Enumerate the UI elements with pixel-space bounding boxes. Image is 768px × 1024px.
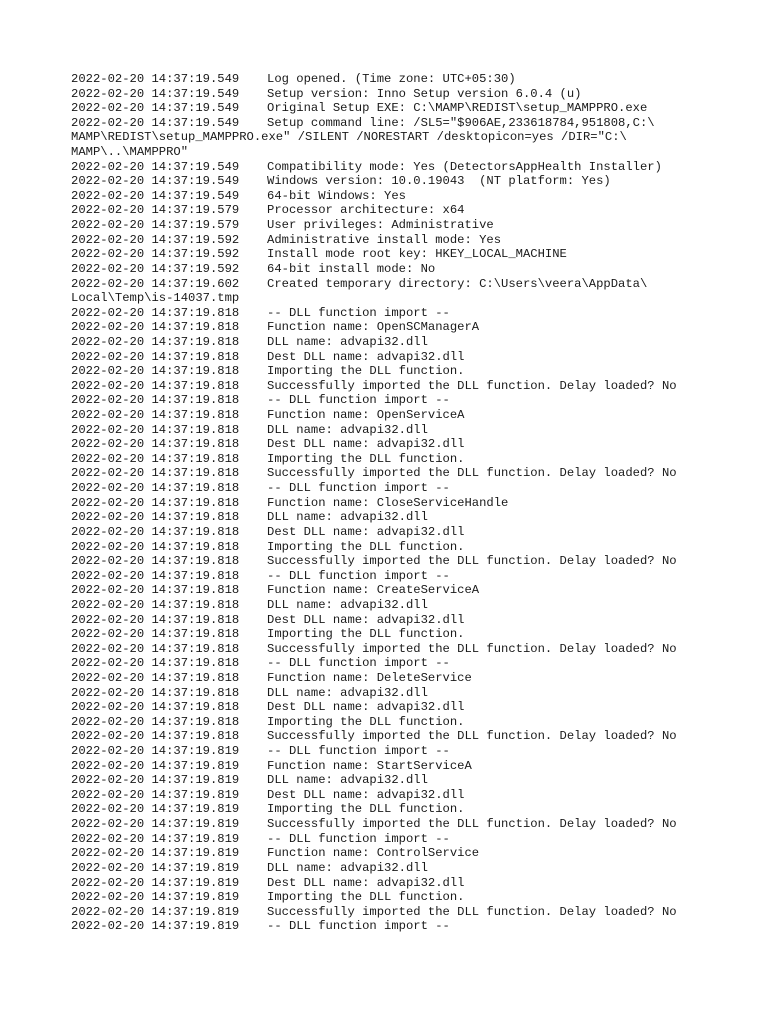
log-timestamp: 2022-02-20 14:37:19.549 [71, 188, 240, 203]
log-timestamp: 2022-02-20 14:37:19.818 [71, 422, 240, 437]
log-line [71, 116, 731, 131]
log-timestamp: 2022-02-20 14:37:19.592 [71, 261, 240, 276]
log-message: Dest DLL name: advapi32.dll [267, 700, 465, 715]
log-timestamp: 2022-02-20 14:37:19.818 [71, 568, 240, 583]
log-line [71, 510, 731, 525]
log-line [71, 233, 731, 248]
log-message: Successfully imported the DLL function. Delay loaded? No [267, 554, 677, 569]
log-line [71, 671, 731, 686]
log-line [71, 496, 731, 511]
log-message-continuation: MAMP\..\MAMPPRO" [71, 145, 189, 160]
log-message: Original Setup EXE: C:\MAMP\REDIST\setup_MAMPPRO.exe [267, 101, 648, 116]
log-line [71, 876, 731, 891]
log-message: Created temporary directory: C:\Users\veera\AppData\ [267, 276, 648, 291]
log-timestamp: 2022-02-20 14:37:19.818 [71, 656, 240, 671]
log-message: Processor architecture: x64 [267, 203, 465, 218]
log-message: Dest DLL name: advapi32.dll [267, 787, 465, 802]
log-timestamp: 2022-02-20 14:37:19.819 [71, 875, 240, 890]
log-message: Successfully imported the DLL function. Delay loaded? No [267, 904, 677, 919]
log-line [71, 408, 731, 423]
log-timestamp: 2022-02-20 14:37:19.602 [71, 276, 240, 291]
log-timestamp: 2022-02-20 14:37:19.818 [71, 510, 240, 525]
log-message: DLL name: advapi32.dll [267, 860, 428, 875]
log-line [71, 350, 731, 365]
log-message: Administrative install mode: Yes [267, 232, 502, 247]
log-line [71, 919, 731, 934]
log-timestamp: 2022-02-20 14:37:19.819 [71, 904, 240, 919]
log-timestamp: 2022-02-20 14:37:19.549 [71, 72, 240, 86]
log-line [71, 291, 731, 306]
log-text [71, 72, 731, 934]
log-line [71, 613, 731, 628]
log-message: Setup version: Inno Setup version 6.0.4 (u) [267, 86, 582, 101]
log-line [71, 759, 731, 774]
log-timestamp: 2022-02-20 14:37:19.818 [71, 466, 240, 481]
log-timestamp: 2022-02-20 14:37:19.819 [71, 744, 240, 759]
log-timestamp: 2022-02-20 14:37:19.819 [71, 919, 240, 934]
log-timestamp: 2022-02-20 14:37:19.818 [71, 437, 240, 452]
log-timestamp: 2022-02-20 14:37:19.818 [71, 612, 240, 627]
log-message: User privileges: Administrative [267, 218, 494, 233]
log-line [71, 466, 731, 481]
log-line [71, 583, 731, 598]
log-line [71, 145, 731, 160]
log-timestamp: 2022-02-20 14:37:19.819 [71, 846, 240, 861]
log-message: -- DLL function import -- [267, 656, 450, 671]
log-message: Dest DLL name: advapi32.dll [267, 612, 465, 627]
log-line [71, 554, 731, 569]
log-timestamp: 2022-02-20 14:37:19.549 [71, 159, 240, 174]
log-line [71, 320, 731, 335]
log-message: 64-bit install mode: No [267, 261, 436, 276]
log-message: Importing the DLL function. [267, 890, 465, 905]
log-line [71, 481, 731, 496]
log-timestamp: 2022-02-20 14:37:19.818 [71, 700, 240, 715]
log-timestamp: 2022-02-20 14:37:19.592 [71, 232, 240, 247]
log-line [71, 262, 731, 277]
log-message: DLL name: advapi32.dll [267, 685, 428, 700]
log-message: Importing the DLL function. [267, 451, 465, 466]
log-message: -- DLL function import -- [267, 744, 450, 759]
log-line [71, 715, 731, 730]
log-line [71, 525, 731, 540]
log-timestamp: 2022-02-20 14:37:19.818 [71, 481, 240, 496]
log-message: -- DLL function import -- [267, 919, 450, 934]
log-timestamp: 2022-02-20 14:37:19.818 [71, 378, 240, 393]
log-message: -- DLL function import -- [267, 305, 450, 320]
log-message: Importing the DLL function. [267, 364, 465, 379]
log-timestamp: 2022-02-20 14:37:19.818 [71, 495, 240, 510]
log-line [71, 832, 731, 847]
log-message: -- DLL function import -- [267, 393, 450, 408]
log-timestamp: 2022-02-20 14:37:19.818 [71, 364, 240, 379]
log-page [71, 72, 731, 934]
log-message: Function name: OpenSCManagerA [267, 320, 480, 335]
log-timestamp: 2022-02-20 14:37:19.818 [71, 539, 240, 554]
log-timestamp: 2022-02-20 14:37:19.818 [71, 451, 240, 466]
log-line [71, 598, 731, 613]
log-timestamp: 2022-02-20 14:37:19.819 [71, 802, 240, 817]
log-timestamp: 2022-02-20 14:37:19.818 [71, 408, 240, 423]
log-message: Function name: ControlService [267, 846, 480, 861]
log-timestamp: 2022-02-20 14:37:19.592 [71, 247, 240, 262]
log-line [71, 203, 731, 218]
log-timestamp: 2022-02-20 14:37:19.549 [71, 115, 240, 130]
log-message: Setup command line: /SL5="$906AE,233618784,951808,C:\ [267, 115, 655, 130]
log-message: Function name: CloseServiceHandle [267, 495, 509, 510]
log-line [71, 846, 731, 861]
log-message: Dest DLL name: advapi32.dll [267, 524, 465, 539]
log-timestamp: 2022-02-20 14:37:19.818 [71, 670, 240, 685]
log-timestamp: 2022-02-20 14:37:19.818 [71, 729, 240, 744]
log-message: Importing the DLL function. [267, 539, 465, 554]
log-line [71, 437, 731, 452]
log-line [71, 130, 731, 145]
log-message: DLL name: advapi32.dll [267, 597, 428, 612]
log-message: Dest DLL name: advapi32.dll [267, 875, 465, 890]
log-message: Dest DLL name: advapi32.dll [267, 437, 465, 452]
log-message: Install mode root key: HKEY_LOCAL_MACHINE [267, 247, 567, 262]
log-message: Successfully imported the DLL function. Delay loaded? No [267, 729, 677, 744]
log-timestamp: 2022-02-20 14:37:19.819 [71, 817, 240, 832]
log-timestamp: 2022-02-20 14:37:19.819 [71, 758, 240, 773]
log-line [71, 393, 731, 408]
log-line [71, 817, 731, 832]
log-line [71, 686, 731, 701]
log-timestamp: 2022-02-20 14:37:19.818 [71, 524, 240, 539]
log-timestamp: 2022-02-20 14:37:19.818 [71, 685, 240, 700]
log-message: -- DLL function import -- [267, 831, 450, 846]
log-timestamp: 2022-02-20 14:37:19.818 [71, 641, 240, 656]
log-message: Compatibility mode: Yes (DetectorsAppHealth Installer) [267, 159, 662, 174]
log-timestamp: 2022-02-20 14:37:19.818 [71, 554, 240, 569]
log-message: Dest DLL name: advapi32.dll [267, 349, 465, 364]
log-message: DLL name: advapi32.dll [267, 334, 428, 349]
log-message: -- DLL function import -- [267, 481, 450, 496]
log-line [71, 335, 731, 350]
log-line [71, 890, 731, 905]
log-message: Function name: StartServiceA [267, 758, 472, 773]
log-line [71, 729, 731, 744]
log-timestamp: 2022-02-20 14:37:19.579 [71, 203, 240, 218]
log-line [71, 87, 731, 102]
log-message: 64-bit Windows: Yes [267, 188, 406, 203]
log-timestamp: 2022-02-20 14:37:19.819 [71, 890, 240, 905]
log-message: Importing the DLL function. [267, 802, 465, 817]
log-timestamp: 2022-02-20 14:37:19.818 [71, 320, 240, 335]
log-line [71, 802, 731, 817]
log-line [71, 861, 731, 876]
log-timestamp: 2022-02-20 14:37:19.818 [71, 393, 240, 408]
log-message: Successfully imported the DLL function. Delay loaded? No [267, 466, 677, 481]
log-timestamp: 2022-02-20 14:37:19.549 [71, 86, 240, 101]
log-line [71, 700, 731, 715]
log-message: DLL name: advapi32.dll [267, 510, 428, 525]
log-message: Function name: CreateServiceA [267, 583, 480, 598]
log-timestamp: 2022-02-20 14:37:19.818 [71, 583, 240, 598]
log-message: -- DLL function import -- [267, 568, 450, 583]
log-line [71, 160, 731, 175]
log-timestamp: 2022-02-20 14:37:19.818 [71, 334, 240, 349]
log-timestamp: 2022-02-20 14:37:19.819 [71, 787, 240, 802]
log-message: Successfully imported the DLL function. Delay loaded? No [267, 378, 677, 393]
log-timestamp: 2022-02-20 14:37:19.818 [71, 349, 240, 364]
log-message: Importing the DLL function. [267, 627, 465, 642]
log-line [71, 744, 731, 759]
log-message: Windows version: 10.0.19043 (NT platform: Yes) [267, 174, 611, 189]
log-message: Importing the DLL function. [267, 714, 465, 729]
log-line [71, 569, 731, 584]
log-timestamp: 2022-02-20 14:37:19.549 [71, 101, 240, 116]
log-message: DLL name: advapi32.dll [267, 422, 428, 437]
log-line [71, 218, 731, 233]
log-timestamp: 2022-02-20 14:37:19.579 [71, 218, 240, 233]
log-line [71, 379, 731, 394]
log-line [71, 277, 731, 292]
log-message: Function name: DeleteService [267, 670, 472, 685]
log-line [71, 174, 731, 189]
log-line [71, 773, 731, 788]
log-message: Log opened. (Time zone: UTC+05:30) [267, 72, 516, 86]
log-timestamp: 2022-02-20 14:37:19.818 [71, 305, 240, 320]
log-timestamp: 2022-02-20 14:37:19.549 [71, 174, 240, 189]
log-timestamp: 2022-02-20 14:37:19.819 [71, 831, 240, 846]
log-message: Successfully imported the DLL function. Delay loaded? No [267, 641, 677, 656]
log-line [71, 189, 731, 204]
log-line [71, 642, 731, 657]
log-line [71, 423, 731, 438]
log-timestamp: 2022-02-20 14:37:19.818 [71, 627, 240, 642]
log-line [71, 247, 731, 262]
log-message-continuation: Local\Temp\is-14037.tmp [71, 291, 240, 306]
log-line [71, 627, 731, 642]
log-line [71, 788, 731, 803]
log-line [71, 101, 731, 116]
log-message: Function name: OpenServiceA [267, 408, 465, 423]
log-timestamp: 2022-02-20 14:37:19.818 [71, 597, 240, 612]
log-timestamp: 2022-02-20 14:37:19.819 [71, 773, 240, 788]
log-message: DLL name: advapi32.dll [267, 773, 428, 788]
log-line [71, 540, 731, 555]
log-line [71, 306, 731, 321]
log-line [71, 656, 731, 671]
log-line [71, 364, 731, 379]
log-line [71, 72, 731, 87]
log-timestamp: 2022-02-20 14:37:19.819 [71, 860, 240, 875]
log-line [71, 905, 731, 920]
log-message: Successfully imported the DLL function. Delay loaded? No [267, 817, 677, 832]
log-line [71, 452, 731, 467]
log-timestamp: 2022-02-20 14:37:19.818 [71, 714, 240, 729]
log-message-continuation: MAMP\REDIST\setup_MAMPPRO.exe" /SILENT /NORESTART /desktopicon=yes /DIR="C:\ [71, 130, 627, 145]
